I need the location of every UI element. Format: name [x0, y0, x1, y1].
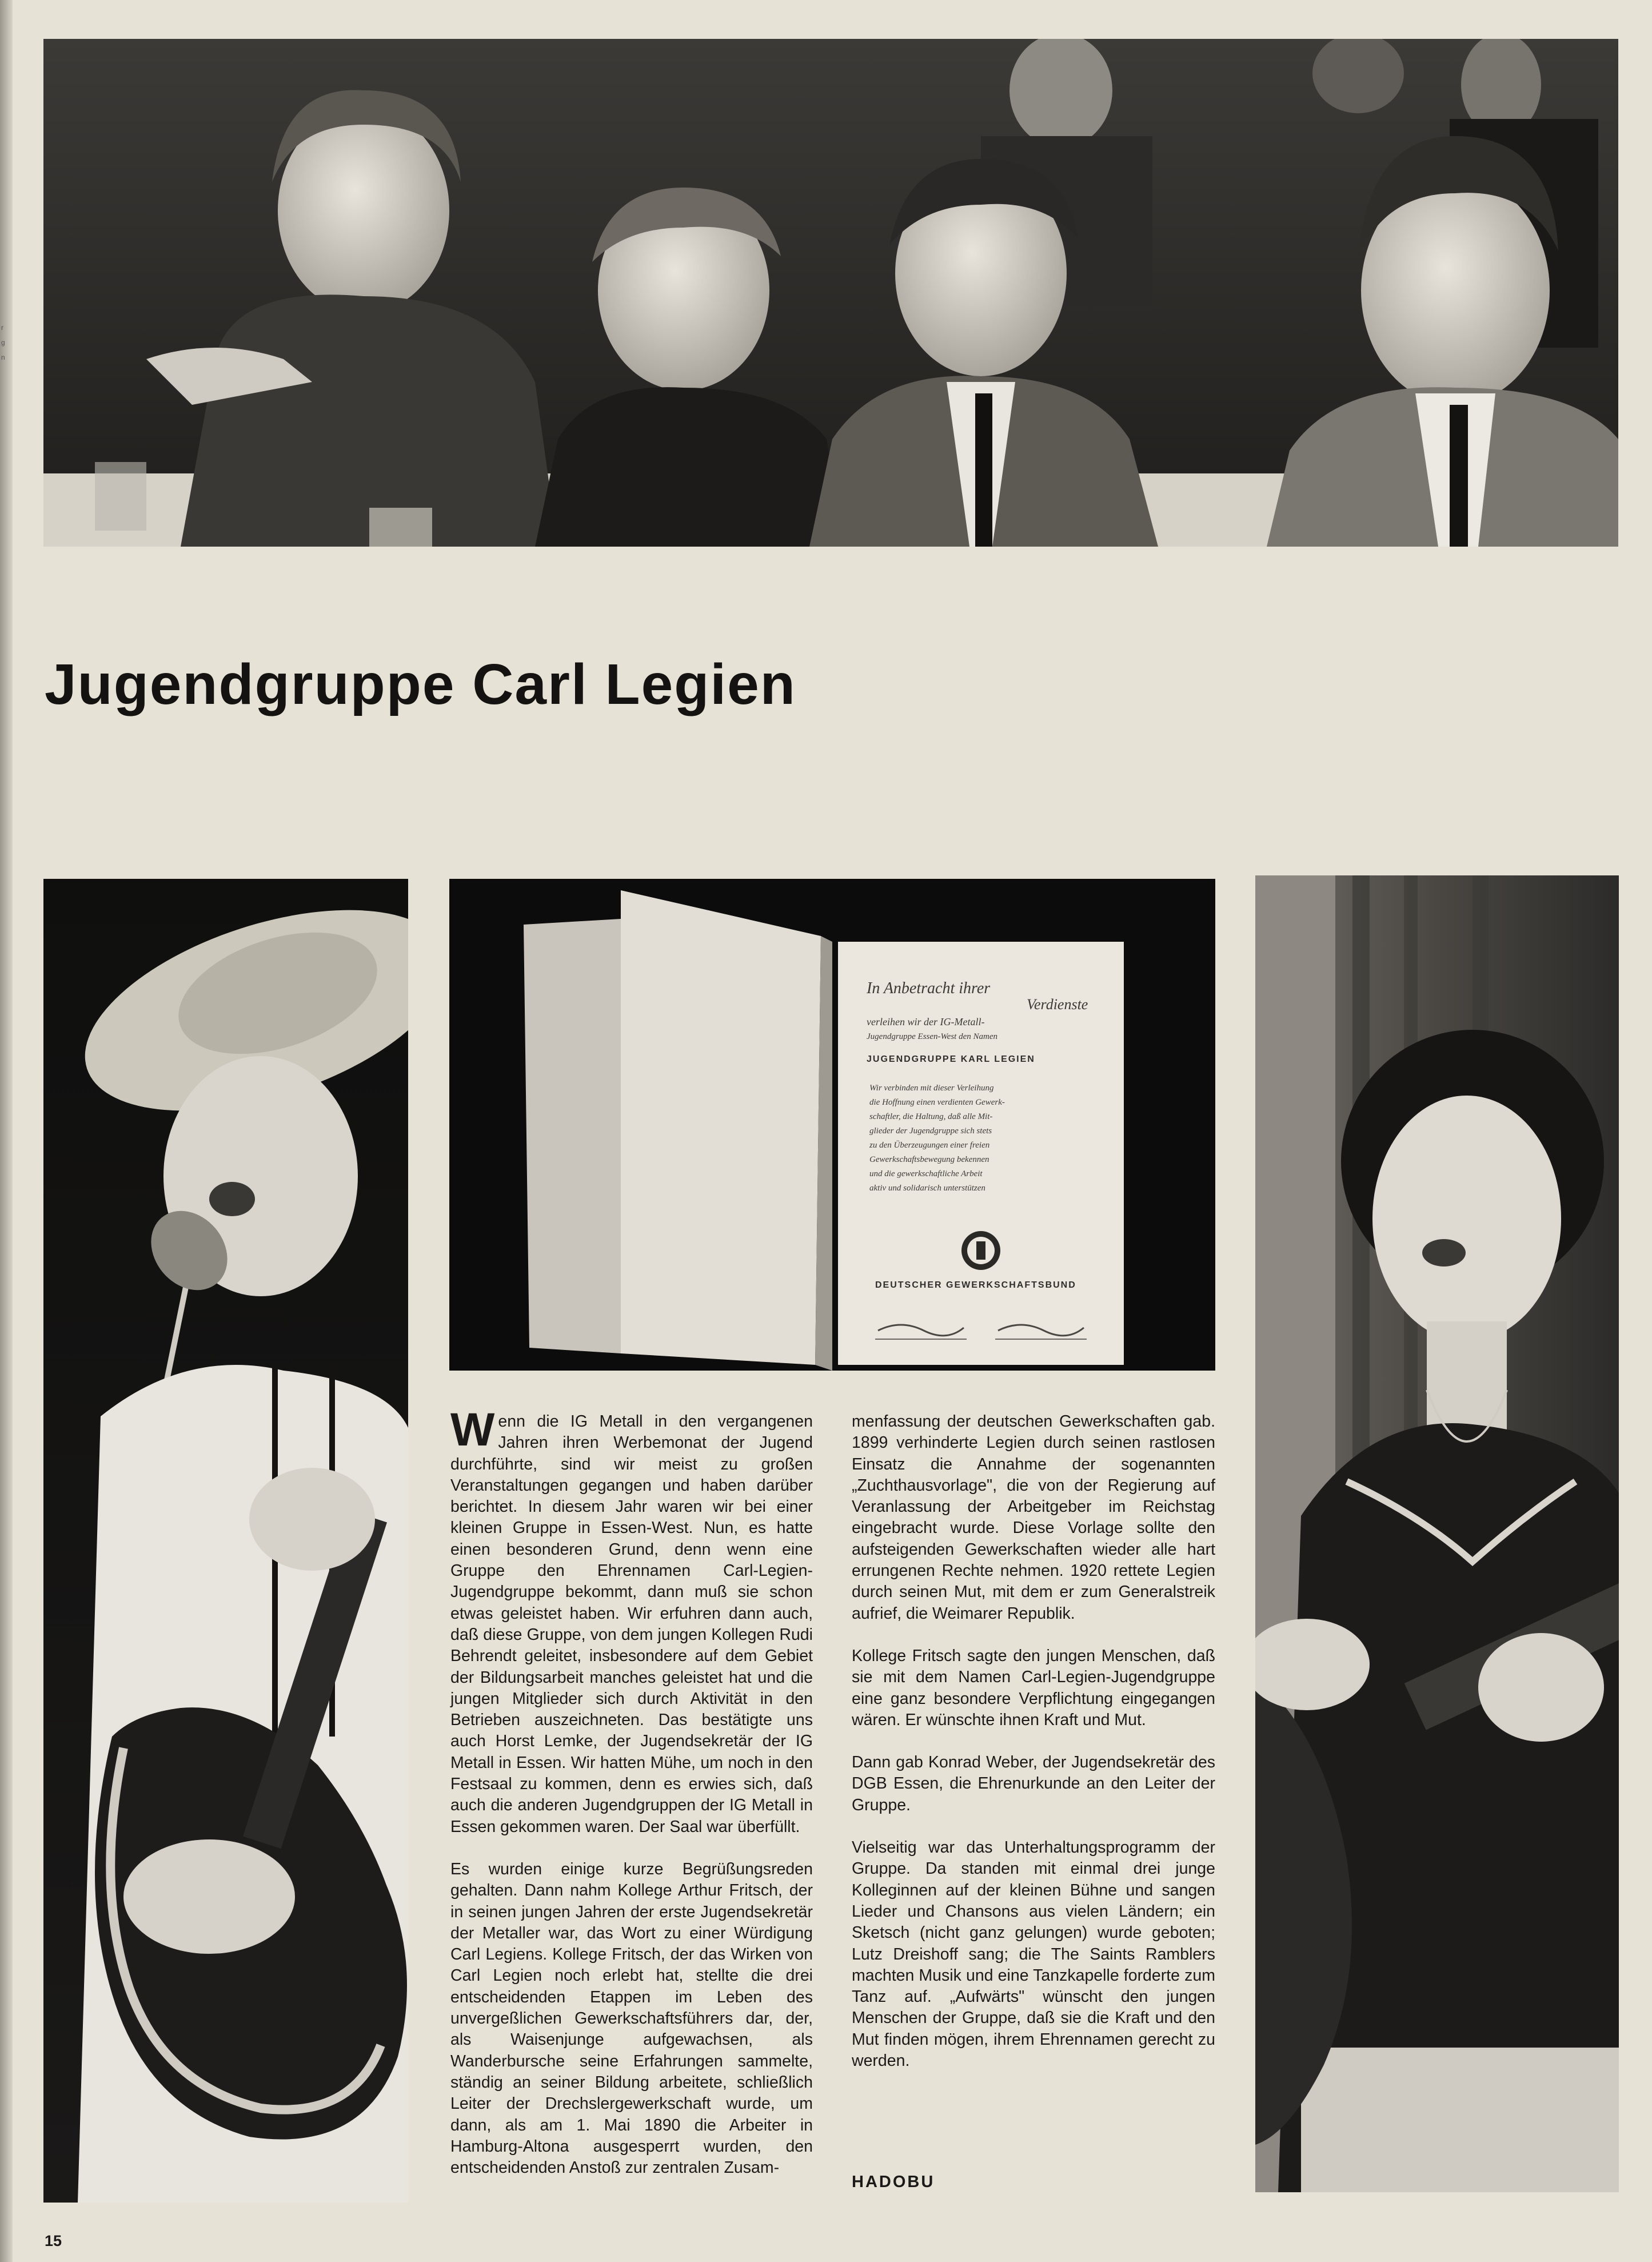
certificate-line-1: In Anbetracht ihrer: [867, 979, 991, 997]
certificate-image: [449, 879, 1215, 1371]
article-paragraph: Es wurden einige kurze Begrüßungsreden gehalten. Dann nahm Kollege Arthur Fritsch, der in seinen jungen Jahren der erste Jugendsekretär der Metaller war, das Wort zu einer Würdigung Carl Legiens. Kollege Fritsch, der das Wirken von Carl Legien noch erlebt hat, stellte die drei entscheidenden Etappen im Leben des unvergeßlichen Gewerkschaftsführers dar, der, als Waisenjunge aufgewachsen, als Wanderbursche seine Erfahrungen sammelte, ständig an seiner Bildung arbeitete, schließlich Leiter der Drechslergewerkschaft wurde, um dann, als am 1. Mai 1890 die Arbeiter in Hamburg-Altona ausgesperrt wurden, den entscheidenden Anstoß zur zentralen Zusam-: [450, 1859, 813, 2177]
margin-fragment: r g n: [1, 324, 5, 361]
dropcap: W: [450, 1404, 495, 1456]
article-paragraph: Vielseitig war das Unterhaltungsprogramm der Gruppe. Da standen mit einmal drei junge Kolleginnen auf der kleinen Bühne und sangen Lieder und Chansons aus vielen Ländern; ein Sketsch (nicht ganz gelungen) wurde geboten; Lutz Dreishoff sang; die The Saints Ramblers machten Musik und eine Tanzkapelle forderte zum Tanz auf. „Aufwärts" wünscht den jungen Menschen der Gruppe, daß sie die Kraft und den Mut finden mögen, ihrem Ehrennamen gerecht zu werden.: [852, 1838, 1215, 2070]
article-text: enn die IG Metall in den vergangenen Jahren ihren Werbemonat der Jugend durchführte, sind wir meist zu großen Veranstaltungen gegangen und haben darüber berichtet. In diesem Jahr waren wir bei einer kleinen Gruppe in Essen-West. Nun, es hatte einen besonderen Grund, denn wenn eine Gruppe den Ehrennamen Carl-Legien-Jugendgruppe bekommt, dann muß sie schon etwas geleistet haben. Wir erfuhren dann auch, daß diese Gruppe, von dem jungen Kollegen Rudi Behrendt geleitet, insbesondere auf dem Gebiet der Bildungsarbeit manches geleistet hat und die jungen Mitglieder sich durch Aktivität in den Betrieben auszeichneten. Das bestätigte uns auch Horst Lemke, der Jugendsekretär der IG Metall in Essen. Wir hatten Mühe, um noch in den Festsaal zu kommen, denn es erwies sich, daß auch die anderen Jugendgruppen der IG Metall in Essen gekommen waren. Der Saal war überfüllt.: [450, 1412, 813, 1836]
certificate-line-3: verleihen wir der IG-Metall-: [867, 1016, 985, 1028]
certificate-issuer: DEUTSCHER GEWERKSCHAFTSBUND: [875, 1280, 1076, 1290]
certificate-group-name: JUGENDGRUPPE KARL LEGIEN: [867, 1054, 1035, 1064]
article-paragraph: Kollege Fritsch sagte den jungen Menschen, daß sie mit dem Namen Carl-Legien-Jugendgruppe eine ganz besondere Verpflichtung eingegangen wären. Er wünschte ihnen Kraft und Mut.: [852, 1646, 1215, 1729]
certificate-line-4: Jugendgruppe Essen-West den Namen: [867, 1032, 997, 1041]
certificate-body-8: aktiv und solidarisch unterstützen: [869, 1184, 985, 1193]
article-paragraph: menfassung der deutschen Gewerkschaften gab. 1899 verhinderte Legien durch seinen rastlosen Einsatz die Annahme der sogenannten „Zuchthausvorlage", die von der Regierung auf Veranlassung der Arbeitgeber im Reichstag eingebracht wurde. Diese Vorlage sollte den aufsteigenden Gewerkschaften wieder alle hart errungenen Rechte nehmen. 1920 rettete Legien durch seinen Mut, mit dem er zum Generalstreik aufrief, die Weimarer Republik.: [852, 1412, 1215, 1623]
photo-audience-image: [43, 39, 1618, 547]
page-number: 15: [45, 2232, 62, 2249]
headline: Jugendgruppe Carl Legien: [45, 652, 796, 716]
photo-certificate: [449, 879, 1215, 1371]
certificate-body-4: glieder der Jugendgruppe sich stets: [869, 1126, 992, 1136]
certificate-body-5: zu den Überzeugungen einer freien: [869, 1141, 990, 1150]
photo-audience: [43, 39, 1618, 547]
certificate-body-7: und die gewerkschaftliche Arbeit: [869, 1169, 983, 1178]
certificate-body-2: die Hoffnung einen verdienten Gewerk-: [869, 1098, 1005, 1107]
photo-woman-image: [1255, 875, 1619, 2192]
photo-woman-singing: [1255, 875, 1619, 2192]
article-paragraph: Dann gab Konrad Weber, der Jugendsekretär des DGB Essen, die Ehrenurkunde an den Leiter der Gruppe.: [852, 1753, 1215, 1814]
photo-singer-image: [43, 879, 408, 2203]
author-signature: HADOBU: [852, 2173, 935, 2191]
certificate-body-1: Wir verbinden mit dieser Verleihung: [869, 1084, 994, 1093]
article-paragraph: [450, 1404, 813, 1838]
dgb-logo-icon: [961, 1231, 1000, 1270]
article-column-right: [852, 1411, 1215, 2093]
article-column-left: [450, 1404, 813, 2200]
certificate-body-3: schaftler, die Haltung, daß alle Mit-: [869, 1112, 993, 1121]
certificate-body-6: Gewerkschaftsbewegung bekennen: [869, 1155, 989, 1164]
certificate-line-2: Verdienste: [1027, 996, 1088, 1013]
photo-singer-guitar: [43, 879, 408, 2203]
